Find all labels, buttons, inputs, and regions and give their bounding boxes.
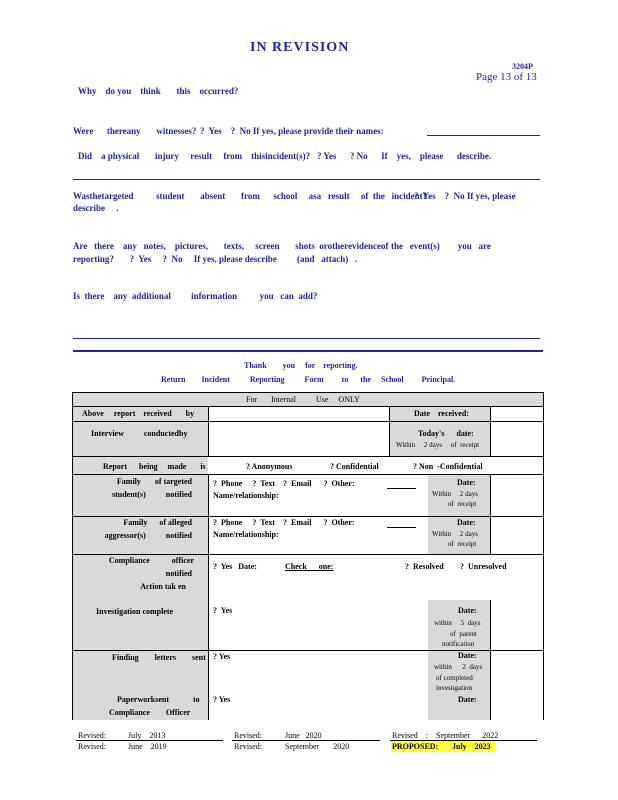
revised-label: Revised: [234,731,262,740]
revised-date: June 2020 [285,731,322,740]
question-why: Why do you think this occurred? [78,86,239,96]
finding-date-note-2: of completed [436,674,473,682]
check-one-label: Check one: [285,562,334,571]
family-aggressor-label: Family of alleged [123,518,192,527]
targeted-date-label: Date: [457,478,476,487]
revised-label: Revised: [78,742,106,751]
page-number: Page 13 of 13 [476,71,537,83]
internal-use-header: For Internal Use ONLY [246,395,360,404]
confidential-checkbox[interactable]: ? Confidential [330,462,379,471]
targeted-other-line[interactable] [387,488,416,489]
finding-date-label: Date: [458,651,477,660]
thanks-line: Thank you for reporting. [244,361,358,370]
paperwork-date-label: Date: [458,695,477,704]
targeted-date-note: Within 2 days [432,490,478,498]
revised-date: June 2019 [128,742,167,751]
witnesses-answer-line[interactable] [427,135,540,136]
evidence-attach: (and attach) . [297,254,358,264]
interview-label: Interview conductedby [91,429,188,438]
question-absent: Wasthetargeted student absent from school asa result of the incident? [73,191,428,201]
page-title: IN REVISION [250,40,350,55]
revised-date: Revised : September 2022 [392,731,499,740]
question-evidence-cont: the event(s) you are [391,241,491,251]
finding-yes-checkbox[interactable]: ? Yes [213,652,231,661]
date-received-label: Date received: [414,409,469,418]
return-form-line: Return Incident Reporting Form to the School Principal. [161,375,456,384]
additional-answer-line[interactable] [73,338,540,339]
finding-date-note: within 2 days [434,663,483,671]
targeted-date-note-2: of receipt [448,500,477,508]
date-received-field[interactable] [492,408,540,420]
paperwork-yes-checkbox[interactable]: ? Yes [213,695,231,704]
proposed-date: July 2023 [452,742,491,751]
revised-date: July 2013 [128,731,166,740]
investigation-complete-label: Investigation complete [96,607,174,616]
received-by-field[interactable] [215,408,385,420]
form-code: 3204P [512,62,533,71]
paperwork-sent-label: Paperworksent to [117,695,200,704]
absent-options[interactable]: ? Yes ? No If yes, please [414,191,516,201]
report-made-label: Report being made is [103,462,206,471]
aggressor-date-label: Date: [457,518,476,527]
question-evidence: Are there any notes, pictures, texts, screen shots orotherevidenceof [73,241,389,251]
finding-letters-label: Finding letters sent [112,653,206,662]
proposed-label: PROPOSED: [392,742,439,751]
question-injury: Did a physical injury result from thisincident(s)? [78,151,311,161]
todays-date-note: Within 2 days of receipt [396,441,480,449]
anonymous-checkbox[interactable]: ? Anonymous [246,462,293,471]
investigation-date-note-3: notification [442,640,475,648]
unresolved-checkbox[interactable]: ? Unresolved [460,562,507,571]
question-additional: Is there any additional information you can add? [73,291,318,301]
question-witnesses: Were thereany witnesses? [73,126,197,136]
received-by-label: Above report received by [82,409,195,418]
resolved-checkbox[interactable]: ? Resolved [405,562,444,571]
finding-date-note-3: investigation [436,684,473,692]
interview-field[interactable] [212,424,384,452]
investigation-date-note-2: of parent [450,630,477,638]
revised-label: Revised: [78,731,106,740]
injury-answer-line[interactable] [73,179,540,180]
compliance-yes-checkbox[interactable]: ? Yes Date: [213,562,257,571]
paperwork-sent-label-2: Compliance Officer [109,708,191,717]
aggressor-other-line[interactable] [387,527,416,528]
revised-date: September 2020 [285,742,350,751]
aggressor-date-note: Within 2 days [432,530,478,538]
todays-date-field[interactable] [492,424,540,452]
family-targeted-label-2: student(s) notified [111,490,192,499]
targeted-name-label: Name/relationship: [213,491,279,500]
evidence-options[interactable]: reporting? ? Yes ? No If yes, please describe [73,254,277,264]
action-taken-label: Action tak en [140,582,186,591]
family-targeted-label: Family of targeted [116,477,192,486]
non-confidential-checkbox[interactable]: ? Non -Confidential [413,462,483,471]
section-divider [73,350,543,352]
revised-label: Revised: [234,742,262,751]
investigation-yes-checkbox[interactable]: ? Yes [213,606,233,615]
aggressor-contact-options[interactable]: ? Phone ? Text ? Email ? Other: [213,518,355,527]
investigation-date-note: within 5 days [434,619,481,627]
todays-date-label: Today's date: [418,429,474,438]
aggressor-date-note-2: of receipt [448,540,477,548]
investigation-date-label: Date: [458,606,477,615]
witnesses-options[interactable]: ? Yes ? No If yes, please provide their names: [200,126,384,136]
aggressor-name-label: Name/relationship: [213,530,279,539]
targeted-contact-options[interactable]: ? Phone ? Text ? Email ? Other: [213,479,355,488]
absent-describe: describe . [73,203,119,213]
compliance-notified-label-2: notified [165,569,192,578]
family-aggressor-label-2: aggressor(s) notified [104,531,192,540]
compliance-notified-label: Compliance officer [108,556,194,565]
injury-options[interactable]: ? Yes ? No If yes, please describe. [317,151,492,161]
